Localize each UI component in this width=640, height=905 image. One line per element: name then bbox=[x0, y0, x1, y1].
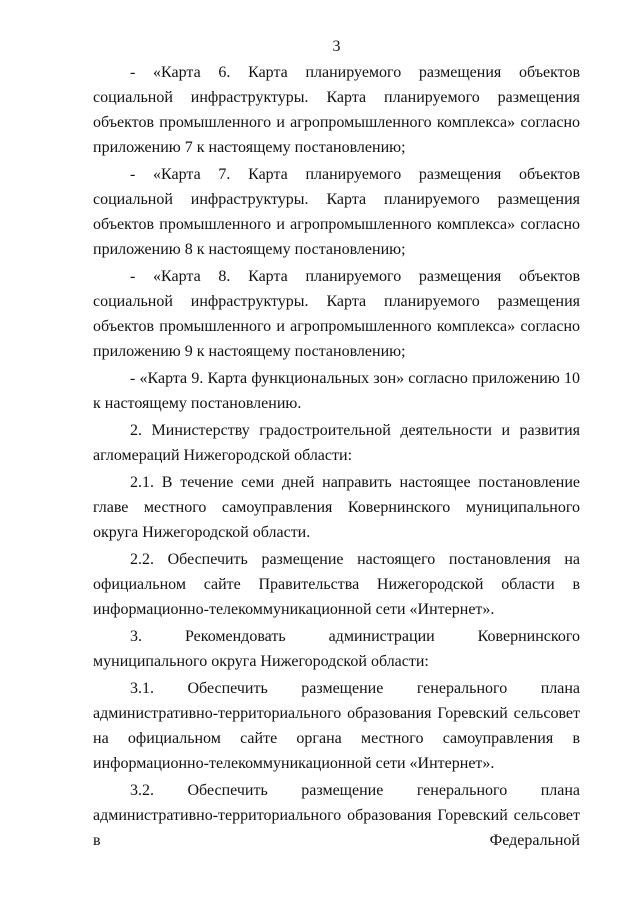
paragraph-clause-2-2: 2.2. Обеспечить размещение настоящего постановления на официальном сайте Правительства Нижегородской области в информационно-телекоммуникационной сети «Интернет». bbox=[93, 551, 580, 618]
paragraph-clause-3-1: 3.1. Обеспечить размещение генерального плана административно-территориального образования Горевский сельсовет на официальном сайте органа местного самоуправления в информационно-телекоммуникационной сети «Интернет». bbox=[93, 680, 580, 772]
page-number: 3 bbox=[332, 38, 341, 55]
paragraph-map-8-item: - «Карта 8. Карта планируемого размещения объектов социальной инфраструктуры. Карта планируемого размещения объектов промышленного и агропромышленного комплекса» согласно приложению 9 к настоящему постановлению; bbox=[93, 268, 580, 360]
paragraph-clause-3: 3. Рекомендовать администрации Ковернинского муниципального округа Нижегородской области: bbox=[93, 628, 580, 670]
paragraph-clause-2-1: 2.1. В течение семи дней направить настоящее постановление главе местного самоуправления Ковернинского муниципального округа Нижегородской области. bbox=[93, 474, 580, 541]
document-page bbox=[93, 38, 580, 855]
paragraph-clause-3-2: 3.2. Обеспечить размещение генерального плана административно-территориального образования Горевский сельсовет в Федеральной bbox=[93, 782, 580, 849]
paragraph-clause-2: 2. Министерству градостроительной деятельности и развития агломераций Нижегородской области: bbox=[93, 422, 580, 464]
paragraph-map-6-item: - «Карта 6. Карта планируемого размещения объектов социальной инфраструктуры. Карта планируемого размещения объектов промышленного и агропромышленного комплекса» согласно приложению 7 к настоящему постановлению; bbox=[93, 64, 580, 156]
paragraph-map-9-item: - «Карта 9. Карта функциональных зон» согласно приложению 10 к настоящему постановлению. bbox=[93, 370, 580, 412]
paragraph-map-7-item: - «Карта 7. Карта планируемого размещения объектов социальной инфраструктуры. Карта планируемого размещения объектов промышленного и агропромышленного комплекса» согласно приложению 8 к настоящему постановлению; bbox=[93, 166, 580, 258]
